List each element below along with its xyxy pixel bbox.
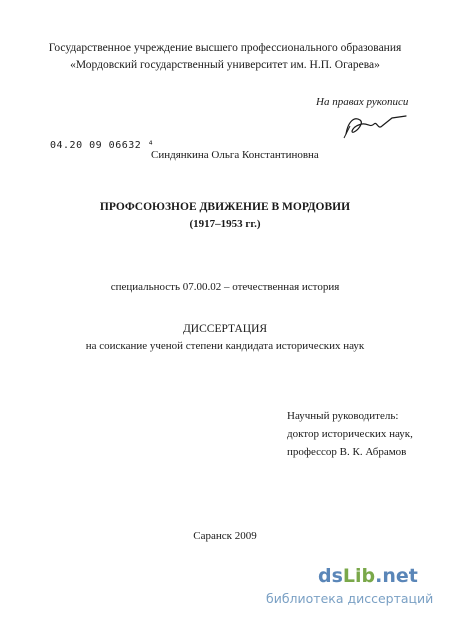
supervisor-name: профессор В. К. Абрамов: [287, 446, 407, 458]
watermark-logo: [318, 565, 418, 587]
title-years: (1917–1953 гг.): [189, 218, 261, 230]
degree-sought: на соискание ученой степени кандидата исторических наук: [85, 340, 365, 352]
dissertation-title: ПРОФСОЮЗНОЕ ДВИЖЕНИЕ В МОРДОВИИ: [99, 201, 351, 213]
place-year: Саранск 2009: [193, 530, 257, 542]
specialty: специальность 07.00.02 – отечественная история: [110, 281, 340, 293]
doc-type: ДИССЕРТАЦИЯ: [182, 323, 268, 335]
supervisor-label: Научный руководитель:: [287, 410, 399, 422]
watermark-logo-ds: ds: [318, 565, 343, 587]
watermark-logo-lib: Lib: [342, 565, 376, 587]
institution-line-2: «Мордовский государственный университет им. Н.П. Огарева»: [70, 59, 380, 71]
institution-line-1: Государственное учреждение высшего профессионального образования: [48, 42, 402, 54]
rights-note: На правах рукописи: [316, 96, 409, 108]
watermark-subtitle: библиотека диссертаций: [266, 591, 434, 606]
author-name: Синдянкина Ольга Константиновна: [151, 149, 319, 161]
supervisor-degree: доктор исторических наук,: [287, 428, 413, 440]
watermark-logo-net: .net: [375, 565, 418, 587]
archive-stamp: 04.20 09 06632 ⁴: [50, 140, 155, 151]
signature-image: [340, 108, 410, 144]
